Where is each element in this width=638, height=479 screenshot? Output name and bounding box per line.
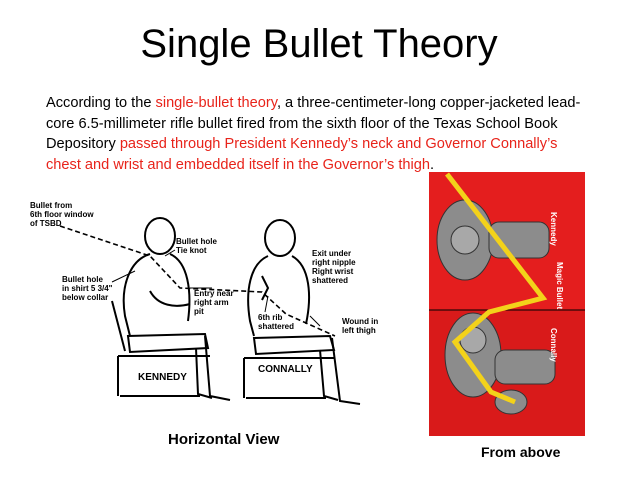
bullet-path-text: passed through President Kennedy’s neck and Governor Connally’s chest and wrist and embedded itself in the Governor’s thigh: [46, 136, 558, 173]
svg-text:Entry nearright armpit: Entry near right arm pit: [194, 289, 234, 316]
caption-horizontal-view: Horizontal View: [168, 431, 280, 448]
label-entry-right-arm: Entry near: [194, 289, 234, 298]
label-connally-top: Connally: [549, 328, 558, 362]
svg-text:Bullet holeTie knot: Bullet hole Tie knot: [176, 237, 217, 255]
label-kennedy-top: Kennedy: [549, 212, 558, 246]
label-wound-thigh: Wound in: [342, 317, 379, 326]
label-exit-under-nipple: Exit under: [312, 249, 352, 258]
svg-text:6th ribshattered: 6th rib shattered: [258, 313, 295, 331]
label-bullet-hole-shirt: Bullet hole: [62, 275, 103, 284]
label-kennedy: KENNEDY: [138, 372, 187, 383]
svg-text:Bullet from6th floor windowof: Bullet from 6th floor window of TSBD: [30, 201, 94, 228]
svg-text:Wound inleft thigh: Wound in left thigh: [342, 317, 379, 335]
svg-text:Exit underright nippleRight wr: Exit under right nipple Right wrist shattered: [312, 249, 356, 285]
term-single-bullet-theory: single-bullet theory: [155, 95, 277, 111]
label-magic-bullet: Magic Bullet: [555, 262, 564, 310]
label-sixth-rib: 6th rib: [258, 313, 283, 322]
label-connally: CONNALLY: [258, 364, 313, 375]
description-paragraph: [46, 93, 591, 175]
svg-text:Bullet holein shirt 5 3/4"belo: Bullet hole in shirt 5 3/4" below collar: [62, 275, 113, 302]
label-bullet-from: Bullet from: [30, 201, 73, 210]
from-above-diagram: [425, 170, 590, 438]
paragraph-end: .: [429, 156, 435, 173]
label-bullet-hole-tie: Bullet hole: [176, 237, 217, 246]
slide-title: Single Bullet Theory: [140, 22, 498, 66]
caption-from-above: From above: [481, 444, 561, 460]
horizontal-view-diagram: [0, 196, 420, 432]
paragraph-middle: , a three-centimeter-long copper-jacketed lead-core 6.5-millimeter rifle bullet fired from the sixth floor of the Texas School Book Depository: [46, 95, 581, 152]
paragraph-intro: According to the: [46, 95, 156, 111]
connally-figure: [244, 220, 360, 404]
